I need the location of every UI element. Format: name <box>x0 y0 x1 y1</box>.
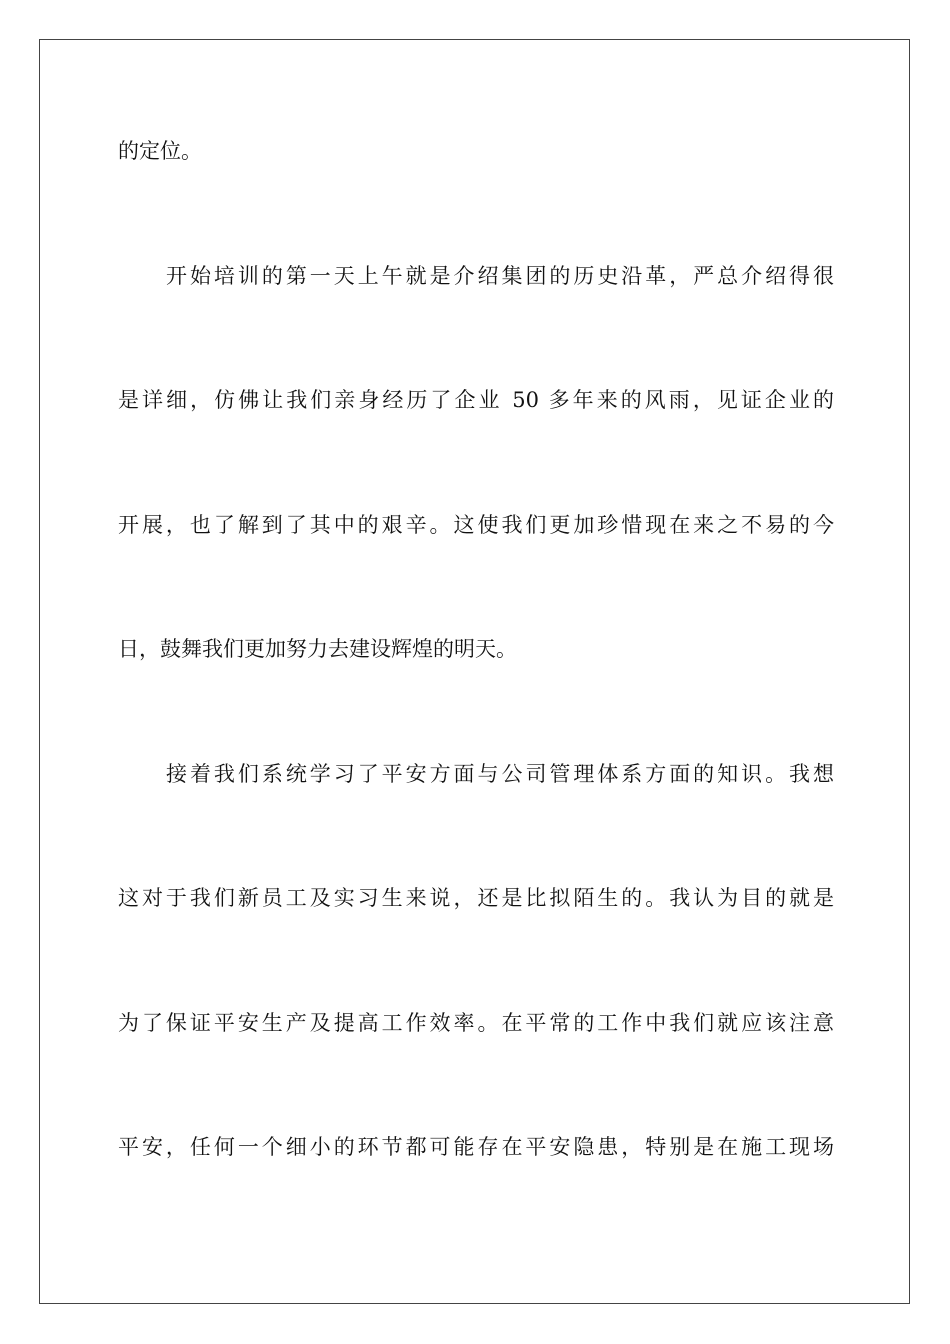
page-border <box>39 39 910 1304</box>
text-line-6: 接着我们系统学习了平安方面与公司管理体系方面的知识。我想 <box>166 762 834 786</box>
text-line-8: 为了保证平安生产及提高工作效率。在平常的工作中我们就应该注意 <box>118 1011 834 1035</box>
text-line-2: 开始培训的第一天上午就是介绍集团的历史沿革，严总介绍得很 <box>166 264 834 288</box>
text-line-9: 平安，任何一个细小的环节都可能存在平安隐患，特别是在施工现场 <box>118 1135 834 1159</box>
text-line-5: 日，鼓舞我们更加努力去建设辉煌的明天。 <box>118 637 517 661</box>
text-line-4: 开展，也了解到了其中的艰辛。这使我们更加珍惜现在来之不易的今 <box>118 513 834 537</box>
text-line-3: 是详细，仿佛让我们亲身经历了企业 50 多年来的风雨，见证企业的 <box>118 388 834 412</box>
text-line-1: 的定位。 <box>118 139 202 163</box>
text-line-7: 这对于我们新员工及实习生来说，还是比拟陌生的。我认为目的就是 <box>118 886 834 910</box>
